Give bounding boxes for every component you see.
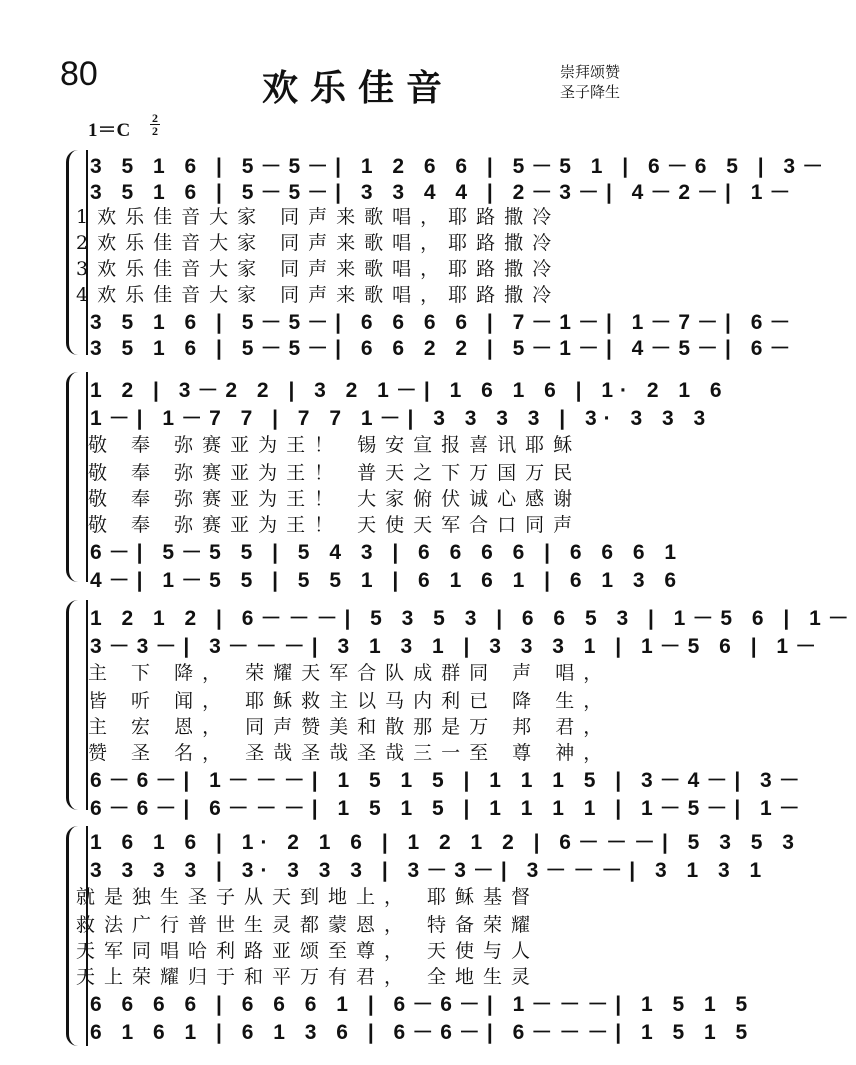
line-text: 天上荣耀归于和平万有君， 全地生灵 [76,966,540,988]
line-text: 主 宏 恩， 同声赞美和散那是万 邦 君， [88,716,612,738]
line-text: 3 5 1 6 | 5－5－| 6 6 6 6 | 7－1－| 1－7－| 6－ [90,311,798,334]
line-text: 1 2 | 3－2 2 | 3 2 1－| 1 6 1 6 | 1· 2 1 6 [90,379,729,402]
verse-4-line [0,510,700,536]
verse-3-line [0,484,700,510]
tenor-line [0,536,700,562]
line-text: 2欢乐佳音大家 同声来歌唱，耶路撒冷 [76,232,561,254]
line-text: 6－| 5－5 5 | 5 4 3 | 6 6 6 6 | 6 6 6 1 [90,541,684,564]
verse-1-line [0,658,700,684]
verse-1-line [0,202,700,228]
tenor-line [0,306,798,334]
line-text: 赞 圣 名， 圣哉圣哉圣哉三一至 尊 神， [88,742,612,764]
bass-line [0,792,807,820]
hymn-number: 80 [60,55,98,93]
verse-4-line [0,280,700,306]
line-text: 3－3－| 3－－－| 3 1 3 1 | 3 3 3 1 | 1－5 6 | 1－ [90,635,824,658]
time-signature-top: 2 [152,111,158,125]
line-text: 4－| 1－5 5 | 5 5 1 | 6 1 6 1 | 6 1 3 6 [90,569,684,592]
verse-2-line [0,910,700,936]
time-signature-bottom: 2 [152,124,158,138]
line-text: 6 6 6 6 | 6 6 6 1 | 6－6－| 1－－－| 1 5 1 5 [90,993,755,1016]
line-text: 救法广行普世生灵都蒙恩， 特备荣耀 [76,914,540,936]
bass-line [0,564,700,590]
alto-line [0,176,798,204]
line-text: 敬 奉 弥赛亚为王！ 锡安宣报喜讯耶稣 [88,434,582,456]
soprano-line [0,374,729,402]
line-text: 1欢乐佳音大家 同声来歌唱，耶路撒冷 [76,206,561,228]
subcategory-text: 圣子降生 [560,83,621,101]
tenor-line [0,764,807,792]
line-text: 敬 奉 弥赛亚为王！ 普天之下万国万民 [88,462,582,484]
hymn-title: 欢乐佳音 [262,67,455,109]
line-text: 主 下 降， 荣耀天军合队成群同 声 唱， [88,662,612,684]
line-text: 4欢乐佳音大家 同声来歌唱，耶路撒冷 [76,284,561,306]
line-text: 皆 听 闻， 耶稣救主以马内利已 降 生， [88,690,612,712]
bass-line [0,1016,755,1044]
soprano-line [0,826,801,854]
line-text: 就是独生圣子从天到地上， 耶稣基督 [76,886,540,908]
line-text: 1 6 1 6 | 1· 2 1 6 | 1 2 1 2 | 6－－－| 5 3 5 3 [90,831,801,854]
line-text: 3欢乐佳音大家 同声来歌唱，耶路撒冷 [76,258,561,280]
verse-3-line [0,712,700,738]
alto-line [0,854,769,882]
verse-2-line [0,228,700,254]
verse-3-line [0,254,700,280]
line-text: 6－6－| 1－－－| 1 5 1 5 | 1 1 1 5 | 3－4－| 3－ [90,769,807,792]
bass-line [0,332,798,360]
tenor-line [0,988,755,1016]
verse-3-line [0,936,700,962]
time-signature [150,112,160,137]
verse-1-line [0,430,700,456]
line-text: 天军同唱哈利路亚颂至尊， 天使与人 [76,940,540,962]
verse-4-line [0,738,700,764]
line-text: 1－| 1－7 7 | 7 7 1－| 3 3 3 3 | 3· 3 3 3 [90,407,713,430]
soprano-line [0,602,856,630]
line-text: 3 3 3 3 | 3· 3 3 3 | 3－3－| 3－－－| 3 1 3 1 [90,859,769,882]
line-text: 6 1 6 1 | 6 1 3 6 | 6－6－| 6－－－| 1 5 1 5 [90,1021,755,1044]
line-text: 敬 奉 弥赛亚为王！ 天使天军合口同声 [88,514,582,536]
verse-2-line [0,686,700,712]
line-text: 1 2 1 2 | 6－－－| 5 3 5 3 | 6 6 5 3 | 1－5 6 | 1－ [90,607,856,630]
verse-1-line [0,882,700,908]
category-text: 崇拜颂赞 [560,63,621,81]
key-signature: 1＝C [88,120,131,141]
alto-line [0,402,713,430]
line-text: 敬 奉 弥赛亚为王！ 大家俯伏诚心感谢 [88,488,582,510]
alto-line [0,630,824,658]
line-text: 3 5 1 6 | 5－5－| 3 3 4 4 | 2－3－| 4－2－| 1－ [90,181,798,204]
line-text: 6－6－| 6－－－| 1 5 1 5 | 1 1 1 1 | 1－5－| 1－ [90,797,807,820]
category-label [560,62,620,102]
verse-4-line [0,962,700,988]
soprano-line [0,150,831,178]
line-text: 3 5 1 6 | 5－5－| 1 2 6 6 | 5－5 1 | 6－6 5 | 3－ [90,155,831,178]
line-text: 3 5 1 6 | 5－5－| 6 6 2 2 | 5－1－| 4－5－| 6－ [90,337,798,360]
verse-2-line [0,458,700,484]
